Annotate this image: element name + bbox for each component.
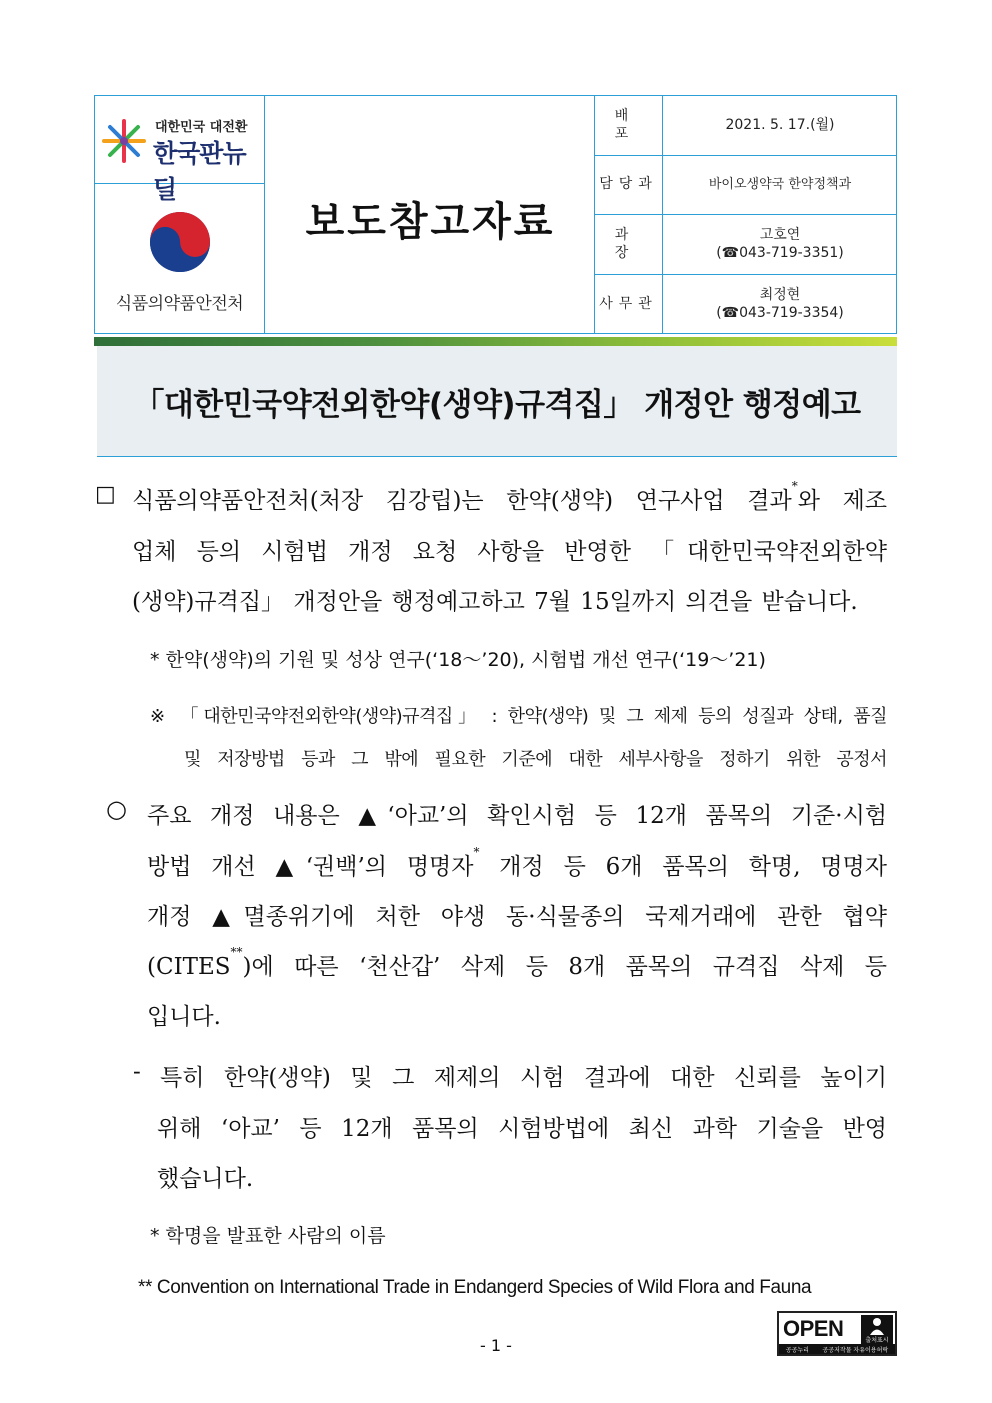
row-value-director — [663, 215, 897, 274]
note-definition-line2: 및 저장방법 등과 그 밖에 필요한 기준에 대한 세부사항을 정하기 위한 공정서 — [184, 749, 887, 770]
open-badge-footer: 공공누리 공공저작물 자유이용허락 — [779, 1344, 895, 1354]
para3-line1: 특히 한약(생약) 및 그 제제의 시험 결과에 대한 신뢰를 높이기 — [160, 1065, 887, 1091]
para3-line3: 했습니다. — [157, 1166, 254, 1192]
row-label-distribution: 배 포 — [614, 108, 643, 142]
para1-line2: 업체 등의 시험법 개정 요청 사항을 반영한 「대한민국약전외한약 — [132, 539, 887, 565]
row-value-officer — [663, 275, 897, 334]
para2-line2: 방법 개선 ▲‘권백’의 명명자* 개정 등 6개 품목의 학명, 명명자 — [147, 845, 887, 880]
green-divider — [94, 337, 897, 346]
note-definition-line1: ※ 「대한민국약전외한약(생약)규격집」 : 한약(생약) 및 그 제제 등의 성질과 상태, 품질 — [150, 706, 887, 727]
slogan-small: 대한민국 대전환 — [155, 120, 248, 135]
row-label-director: 과 장 — [614, 227, 643, 261]
para2-line5: 입니다. — [147, 1004, 221, 1030]
open-license-badge — [777, 1311, 897, 1356]
person-icon — [861, 1316, 893, 1336]
page-number: - 1 - — [480, 1336, 512, 1355]
dash-bullet: - — [133, 1059, 141, 1085]
director-phone: (☎043-719-3351) — [716, 244, 844, 261]
header-table — [94, 95, 897, 334]
officer-phone: (☎043-719-3354) — [716, 304, 844, 321]
new-deal-star-icon — [101, 118, 147, 164]
row-label-department: 담당과 — [599, 176, 658, 193]
doc-type-title: 보도참고자료 — [305, 199, 556, 245]
para2-line4: (CITES**)에 따른 ‘천산갑’ 삭제 등 8개 품목의 규격집 삭제 등 — [147, 945, 887, 980]
para1-line3: (생약)규격집」 개정안을 행정예고하고 7월 15일까지 의견을 받습니다. — [132, 589, 858, 615]
headline: 「대한민국약전외한약(생약)규격집」 개정안 행정예고 — [133, 386, 861, 423]
para2-line1: 주요 개정 내용은 ▲‘아교’의 확인시험 등 12개 품목의 기준·시험 — [147, 803, 887, 829]
taegeuk-emblem-icon — [148, 210, 212, 274]
agency-name: 식품의약품안전처 — [115, 294, 244, 314]
para3-line2: 위해 ‘아교’ 등 12개 품목의 시험방법에 최신 과학 기술을 반영 — [157, 1116, 887, 1142]
open-word: OPEN — [783, 1316, 844, 1341]
bullet-circle: ○ — [106, 795, 127, 823]
attribution-icon — [861, 1315, 893, 1344]
bullet-square: □ — [95, 482, 116, 507]
row-value-distribution: 2021. 5. 17.(월) — [725, 116, 835, 133]
korea-new-deal-logo — [99, 110, 261, 204]
note-research: * 한약(생약)의 기원 및 성상 연구(‘18～’20), 시험법 개선 연구(‘19～’21) — [150, 649, 766, 671]
attribution-label: 출처표시 — [865, 1337, 889, 1344]
row-value-department: 바이오생약국 한약정책과 — [708, 176, 852, 192]
director-name: 고호연 — [759, 227, 801, 243]
note-author: * 학명을 발표한 사람의 이름 — [150, 1225, 386, 1247]
note-cites: ** Convention on International Trade in Endangerd Species of Wild Flora and Fauna — [138, 1277, 812, 1298]
para1-line1: 식품의약품안전처(처장 김강립)는 한약(생약) 연구사업 결과*와 제조 — [132, 479, 887, 514]
officer-name: 최정현 — [759, 287, 801, 303]
slogan-big: 한국판뉴딜 — [153, 139, 246, 204]
para2-line3: 개정 ▲멸종위기에 처한 야생 동·식물종의 국제거래에 관한 협약 — [147, 904, 887, 930]
row-label-officer: 사무관 — [599, 295, 658, 312]
